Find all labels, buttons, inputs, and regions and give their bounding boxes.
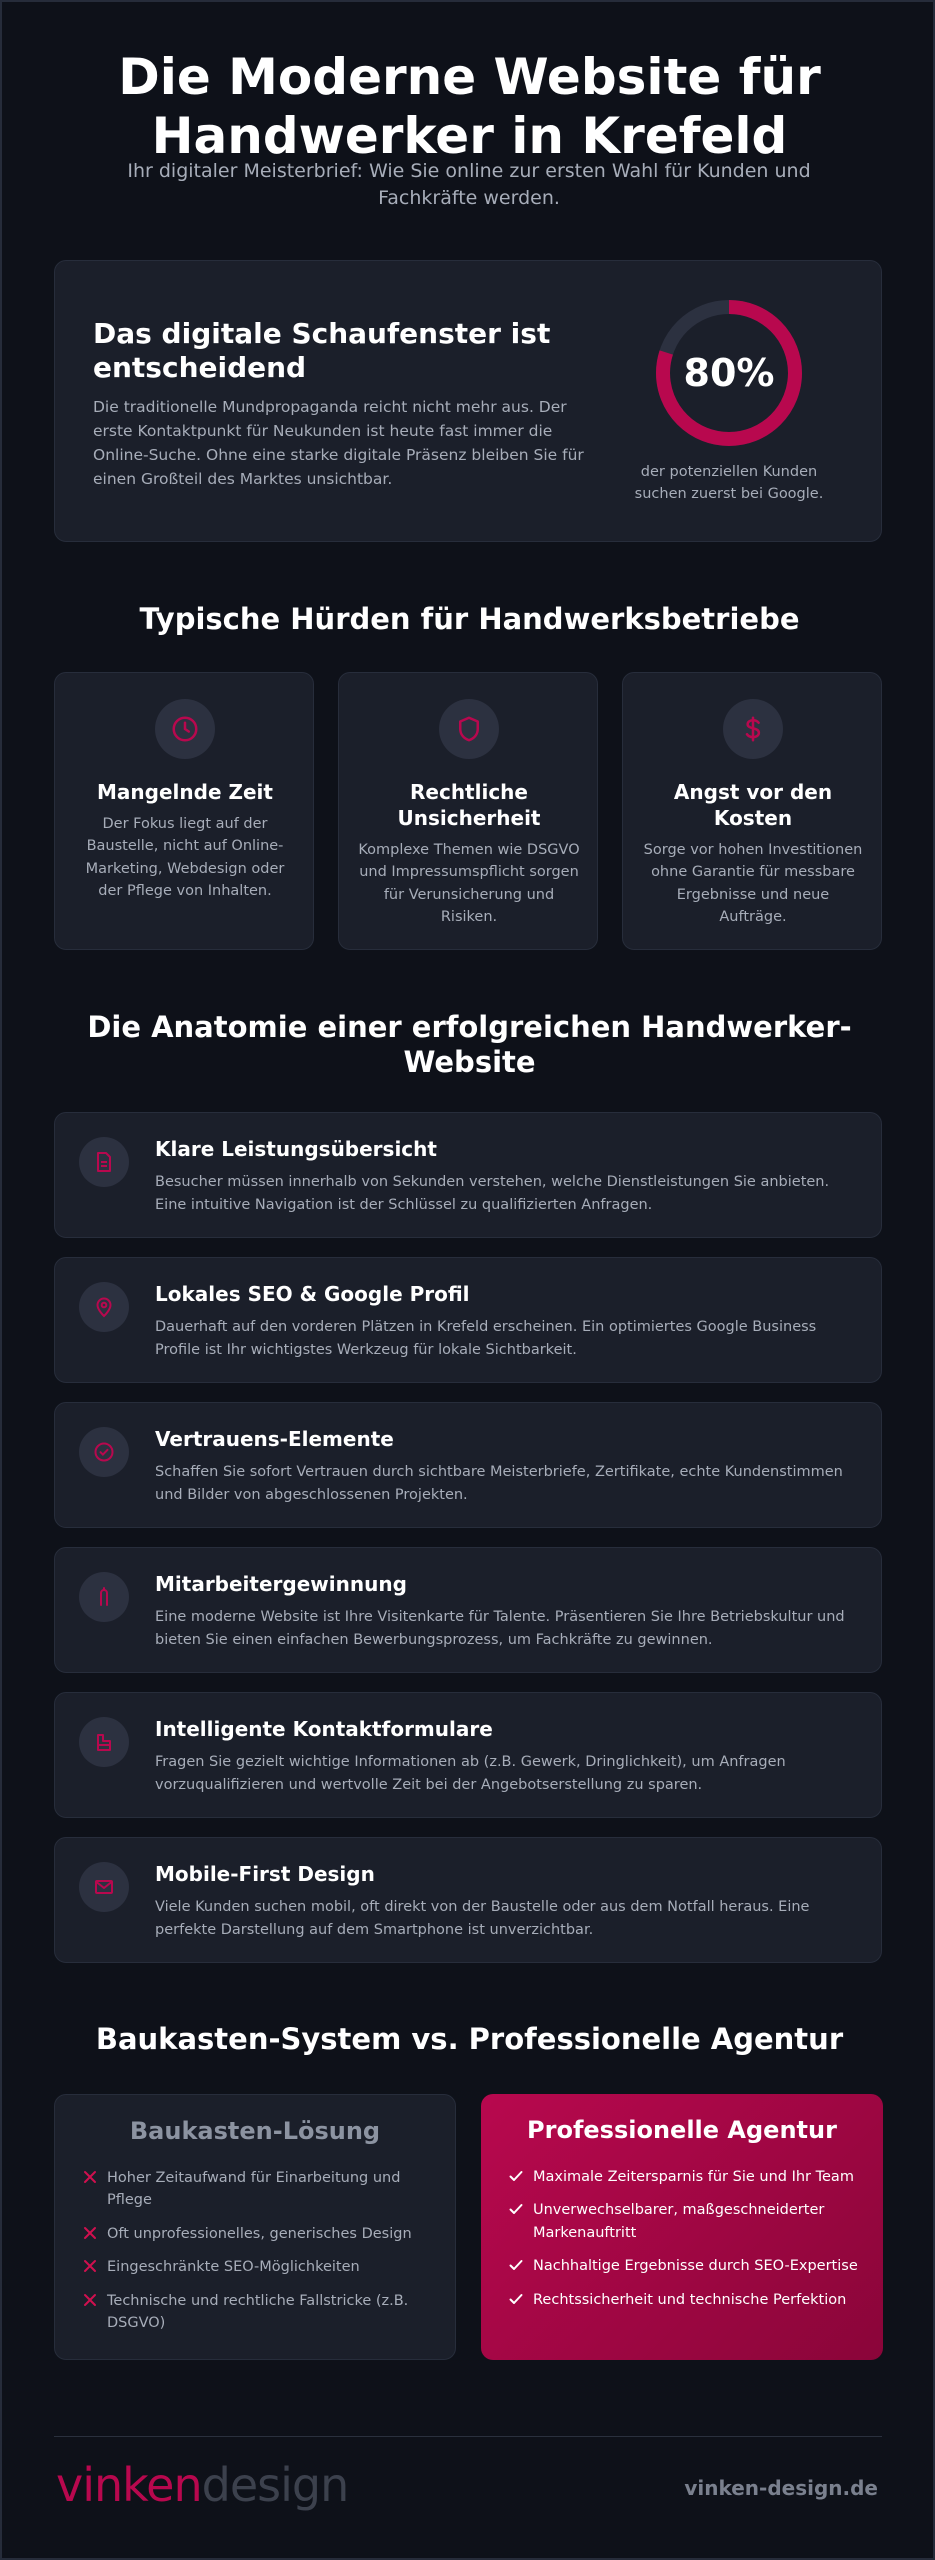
- clock-icon: [155, 699, 215, 759]
- list-item: Rechtssicherheit und technische Perfektion: [507, 2289, 863, 2311]
- comparison-card-agency: [481, 2094, 883, 2360]
- feature-title: Intelligente Kontaktformulare: [155, 1717, 493, 1741]
- dollar-icon: [723, 699, 783, 759]
- check-icon: [507, 2200, 525, 2218]
- hurdles-section-title: Typische Hürden für Handwerksbetriebe: [139, 602, 800, 636]
- anatomy-section-title: Die Anatomie einer erfolgreichen Handwerker-Website: [87, 1010, 852, 1079]
- feature-title: Lokales SEO & Google Profil: [155, 1282, 470, 1306]
- list-item: Hoher Zeitaufwand für Einarbeitung und Pflege: [81, 2167, 437, 2212]
- feature-text: Besucher müssen innerhalb von Sekunden verstehen, welche Dienstleistungen Sie anbieten. Eine intuitive Navigation ist der Schlüssel zu qualifizierten Anfragen.: [155, 1174, 830, 1214]
- document-icon: [79, 1137, 129, 1187]
- feature-card: [54, 1112, 882, 1238]
- list-item: Technische und rechtliche Fallstricke (z.B. DSGVO): [81, 2290, 437, 2335]
- feature-title: Mobile-First Design: [155, 1862, 375, 1886]
- list-item: Oft unprofessionelles, generisches Design: [81, 2223, 437, 2245]
- check-icon: [507, 2290, 525, 2308]
- cross-icon: [81, 2257, 99, 2275]
- list-item: Unverwechselbarer, maßgeschneiderter Markenauftritt: [507, 2199, 863, 2244]
- page-title-line-2: Handwerker in Krefeld: [151, 107, 788, 165]
- comparison-card-builder: [54, 2094, 456, 2360]
- feature-text: Eine moderne Website ist Ihre Visitenkarte für Talente. Präsentieren Sie Ihre Betriebskultur und bieten Sie einen einfachen Bewerbungsprozess, um Fachkräfte zu gewinnen.: [155, 1609, 845, 1649]
- comparison-right-title: Professionelle Agentur: [527, 2116, 837, 2144]
- check-circle-icon: [79, 1427, 129, 1477]
- feature-card: [54, 1402, 882, 1528]
- feature-title: Klare Leistungsübersicht: [155, 1137, 437, 1161]
- hurdle-card-legal: [338, 672, 598, 950]
- stat-card: [54, 260, 882, 542]
- cross-icon: [81, 2224, 99, 2242]
- hurdle-title: Mangelnde Zeit: [97, 780, 273, 804]
- feature-text: Dauerhaft auf den vorderen Plätzen in Krefeld erscheinen. Ein optimiertes Google Business Profile ist Ihr wichtigstes Werkzeug für lokale Sichtbarkeit.: [155, 1319, 817, 1359]
- hurdle-text: Sorge vor hohen Investitionen ohne Garantie für messbare Ergebnisse und neue Aufträge.: [643, 842, 863, 926]
- cross-icon: [81, 2168, 99, 2186]
- percent-label: 80%: [683, 351, 775, 395]
- footer-divider: [54, 2436, 882, 2437]
- stat-text: Die traditionelle Mundpropaganda reicht nicht mehr aus. Der erste Kontaktpunkt für Neukunden ist heute fast immer die Online-Suche. Ohne eine starke digitale Präsenz bleiben Sie für einen Großteil des Marktes unsichtbar.: [93, 398, 584, 489]
- cross-icon: [81, 2291, 99, 2309]
- footer-website-link[interactable]: vinken-design.de: [684, 2476, 878, 2500]
- feature-card: [54, 1257, 882, 1383]
- hurdle-title: Angst vor den Kosten: [673, 780, 833, 830]
- hurdle-text: Komplexe Themen wie DSGVO und Impressumspflicht sorgen für Verunsicherung und Risiken.: [358, 842, 580, 926]
- feature-title: Vertrauens-Elemente: [155, 1427, 394, 1451]
- feature-text: Schaffen Sie sofort Vertrauen durch sichtbare Meisterbriefe, Zertifikate, echte Kundenstimmen und Bilder von abgeschlossenen Projekten.: [155, 1464, 843, 1504]
- feature-card: [54, 1837, 882, 1963]
- page-title: [2, 48, 935, 166]
- check-icon: [507, 2256, 525, 2274]
- brand-logo[interactable]: vinkendesign: [56, 2458, 349, 2512]
- hurdle-card-costs: [622, 672, 882, 950]
- map-pin-icon: [79, 1282, 129, 1332]
- feature-text: Viele Kunden suchen mobil, oft direkt von der Baustelle oder aus dem Notfall heraus. Eine perfekte Darstellung auf dem Smartphone ist unverzichtbar.: [155, 1899, 810, 1939]
- feature-card: [54, 1547, 882, 1673]
- comparison-left-list: [81, 2167, 437, 2346]
- feature-card: [54, 1692, 882, 1818]
- hurdle-text: Der Fokus liegt auf der Baustelle, nicht auf Online-Marketing, Webdesign oder der Pflege von Inhalten.: [85, 816, 285, 900]
- list-item: Eingeschränkte SEO-Möglichkeiten: [81, 2256, 437, 2278]
- list-item: Maximale Zeitersparnis für Sie und Ihr Team: [507, 2166, 863, 2188]
- page-title-line-1: Die Moderne Website für: [118, 48, 821, 106]
- feature-title: Mitarbeitergewinnung: [155, 1572, 407, 1596]
- feature-text: Fragen Sie gezielt wichtige Informationen ab (z.B. Gewerk, Dringlichkeit), um Anfragen vorzuqualifizieren und wertvolle Zeit bei der Angebotserstellung zu sparen.: [155, 1754, 786, 1794]
- form-icon: [79, 1717, 129, 1767]
- check-icon: [507, 2167, 525, 2185]
- page-subtitle: Ihr digitaler Meisterbrief: Wie Sie online zur ersten Wahl für Kunden und Fachkräfte werden.: [127, 160, 811, 209]
- person-icon: [79, 1572, 129, 1622]
- comparison-section-title: Baukasten-System vs. Professionelle Agentur: [95, 2022, 844, 2056]
- hurdle-title: Rechtliche Unsicherheit: [397, 780, 541, 830]
- stat-title: Das digitale Schaufenster ist entscheidend: [93, 317, 551, 384]
- comparison-left-title: Baukasten-Lösung: [129, 2117, 381, 2145]
- list-item: Nachhaltige Ergebnisse durch SEO-Expertise: [507, 2255, 863, 2277]
- stat-caption: der potenziellen Kunden suchen zuerst bei Google.: [634, 464, 824, 503]
- hurdle-card-time: [54, 672, 314, 950]
- mail-icon: [79, 1862, 129, 1912]
- comparison-right-list: [507, 2166, 863, 2322]
- shield-icon: [439, 699, 499, 759]
